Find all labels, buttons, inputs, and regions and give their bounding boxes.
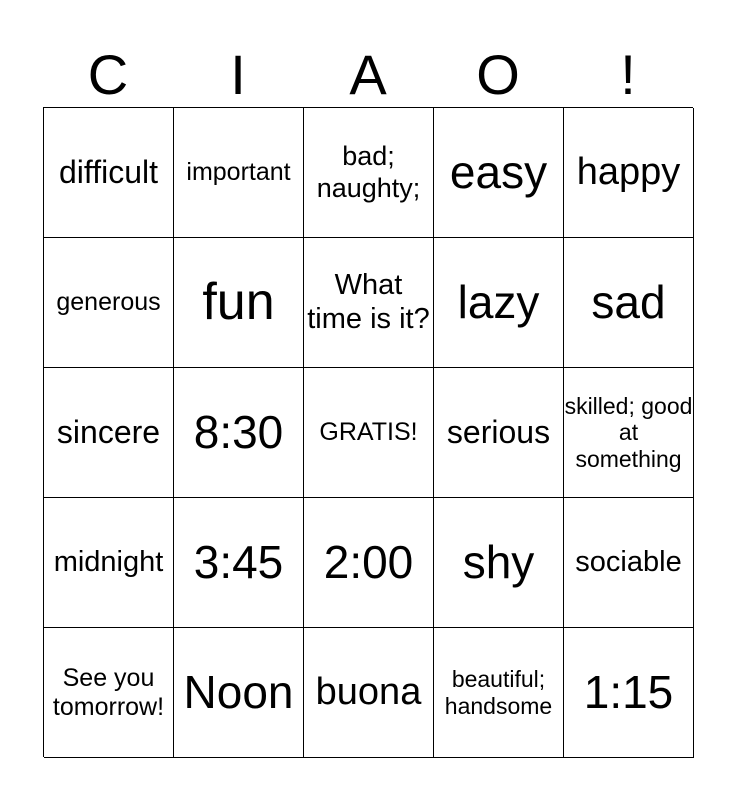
header-exclamation: !	[620, 43, 636, 106]
bingo-cell[interactable]: See you tomorrow!	[44, 628, 174, 758]
bingo-header	[43, 44, 693, 106]
bingo-cell[interactable]: fun	[174, 238, 304, 368]
bingo-cell[interactable]: difficult	[44, 108, 174, 238]
bingo-cell[interactable]: easy	[434, 108, 564, 238]
bingo-cell[interactable]: lazy	[434, 238, 564, 368]
header-letter-a: A	[349, 43, 387, 106]
bingo-cell[interactable]: buona	[304, 628, 434, 758]
header-letter-c: C	[87, 43, 129, 106]
bingo-cell[interactable]: happy	[564, 108, 694, 238]
bingo-cell[interactable]: important	[174, 108, 304, 238]
header-letter-i: I	[230, 43, 246, 106]
bingo-cell[interactable]: skilled; good at something	[564, 368, 694, 498]
bingo-cell[interactable]: serious	[434, 368, 564, 498]
bingo-cell[interactable]: shy	[434, 498, 564, 628]
bingo-cell[interactable]: beautiful; handsome	[434, 628, 564, 758]
bingo-cell[interactable]: GRATIS!	[304, 368, 434, 498]
bingo-cell[interactable]: 8:30	[174, 368, 304, 498]
bingo-cell[interactable]: bad; naughty;	[304, 108, 434, 238]
bingo-cell[interactable]: generous	[44, 238, 174, 368]
bingo-cell[interactable]: What time is it?	[304, 238, 434, 368]
bingo-board	[43, 107, 693, 757]
bingo-cell[interactable]: midnight	[44, 498, 174, 628]
header-letter-o: O	[476, 43, 520, 106]
bingo-cell[interactable]: 2:00	[304, 498, 434, 628]
bingo-cell[interactable]: sociable	[564, 498, 694, 628]
bingo-cell[interactable]: sad	[564, 238, 694, 368]
bingo-cell[interactable]: 3:45	[174, 498, 304, 628]
bingo-cell[interactable]: sincere	[44, 368, 174, 498]
bingo-cell[interactable]: 1:15	[564, 628, 694, 758]
bingo-cell[interactable]: Noon	[174, 628, 304, 758]
